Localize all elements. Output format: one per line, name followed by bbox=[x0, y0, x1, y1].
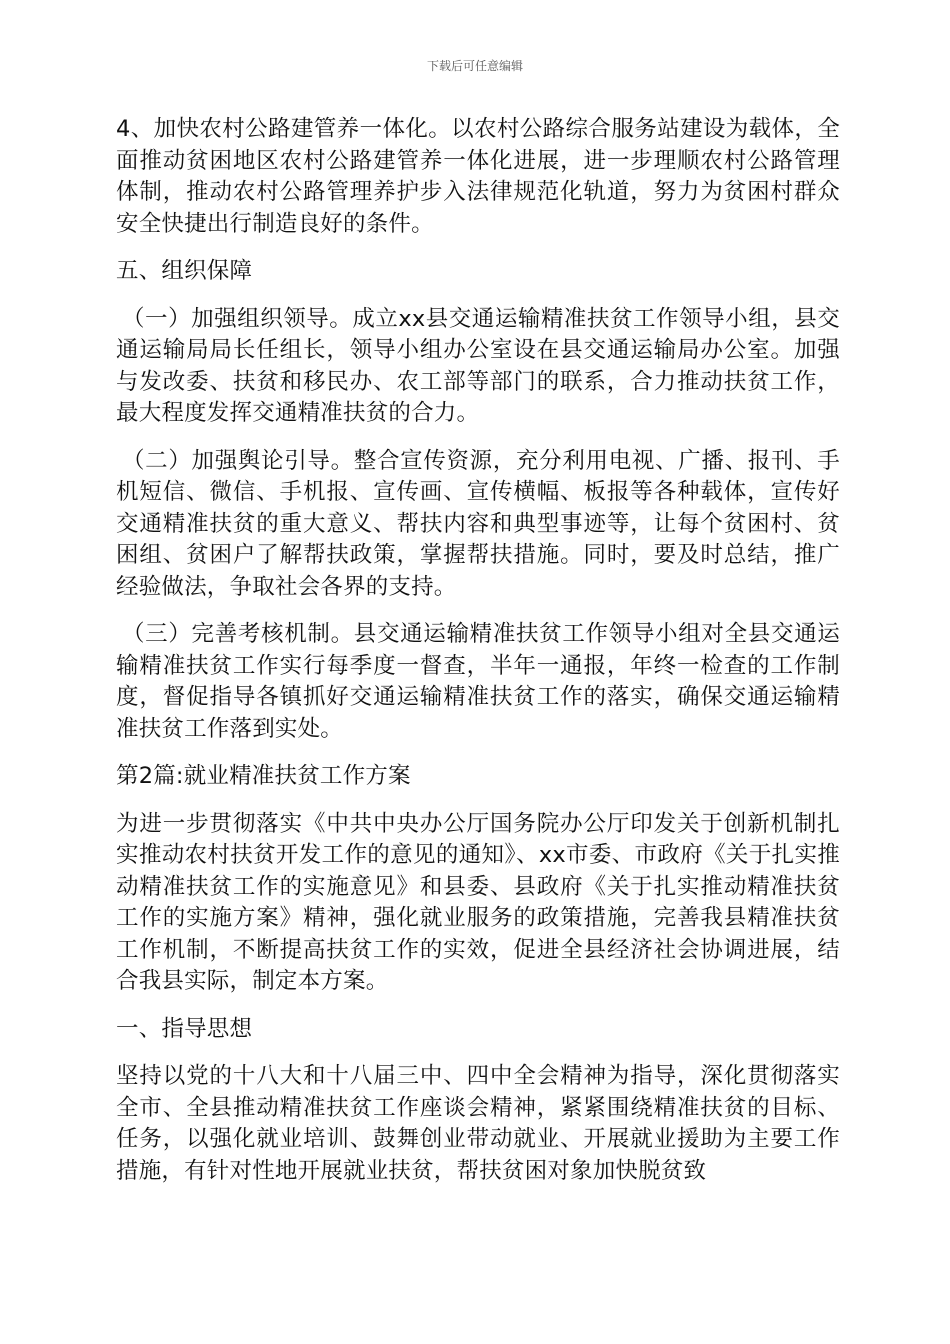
paragraph-leadership: （一）加强组织领导。成立xx县交通运输精准扶贫工作领导小组，县交通运输局局长任组长，领导小组办公室设在县交通运输局办公室。加强与发改委、扶贫和移民办、农工部等部门的联系，合力推动扶贫工作，最大程度发挥交通精准扶贫的合力。 bbox=[116, 305, 840, 426]
chapter-heading-employment: 第2篇:就业精准扶贫工作方案 bbox=[116, 763, 411, 789]
paragraph-public-opinion: （二）加强舆论引导。整合宣传资源，充分利用电视、广播、报刊、手机短信、微信、手机报、宣传画、宣传横幅、板报等各种载体，宣传好交通精准扶贫的重大意义、帮扶内容和典型事迹等，让每个贫困村、贫困组、贫困户了解帮扶政策，掌握帮扶措施。同时，要及时总结，推广经验做法，争取社会各界的支持。 bbox=[116, 447, 840, 600]
paragraph-assessment: （三）完善考核机制。县交通运输精准扶贫工作领导小组对全县交通运输精准扶贫工作实行每季度一督查，半年一通报，年终一检查的工作制度，督促指导各镇抓好交通运输精准扶贫工作的落实，确保交通运输精准扶贫工作落到实处。 bbox=[116, 621, 840, 742]
page-header-note: 下载后可任意编辑 bbox=[426, 59, 523, 73]
section-heading-guiding-ideology: 一、指导思想 bbox=[116, 1015, 253, 1042]
document-body bbox=[116, 114, 840, 1187]
section-heading-organization: 五、组织保障 bbox=[116, 258, 253, 284]
paragraph-intro: 为进一步贯彻落实《中共中央办公厅国务院办公厅印发关于创新机制扎实推动农村扶贫开发工作的意见的通知》、xx市委、市政府《关于扎实推动精准扶贫工作的实施意见》和县委、县政府《关于扎实推动精准扶贫工作的实施方案》精神，强化就业服务的政策措施，完善我县精准扶贫工作机制，不断提高扶贫工作的实效，促进全县经济社会协调进展，结合我县实际，制定本方案。 bbox=[116, 810, 840, 994]
paragraph-rural-road-integration: 4、加快农村公路建管养一体化。以农村公路综合服务站建设为载体，全面推动贫困地区农村公路建管养一体化进展，进一步理顺农村公路管理体制，推动农村公路管理养护步入法律规范化轨道，努力为贫困村群众安全快捷出行制造良好的条件。 bbox=[116, 116, 840, 237]
paragraph-guiding-ideology: 坚持以党的十八大和十八届三中、四中全会精神为指导，深化贯彻落实全市、全县推动精准扶贫工作座谈会精神，紧紧围绕精准扶贫的目标、任务，以强化就业培训、鼓舞创业带动就业、开展就业援助为主要工作措施，有针对性地开展就业扶贫，帮扶贫困对象加快脱贫致 bbox=[116, 1063, 840, 1184]
